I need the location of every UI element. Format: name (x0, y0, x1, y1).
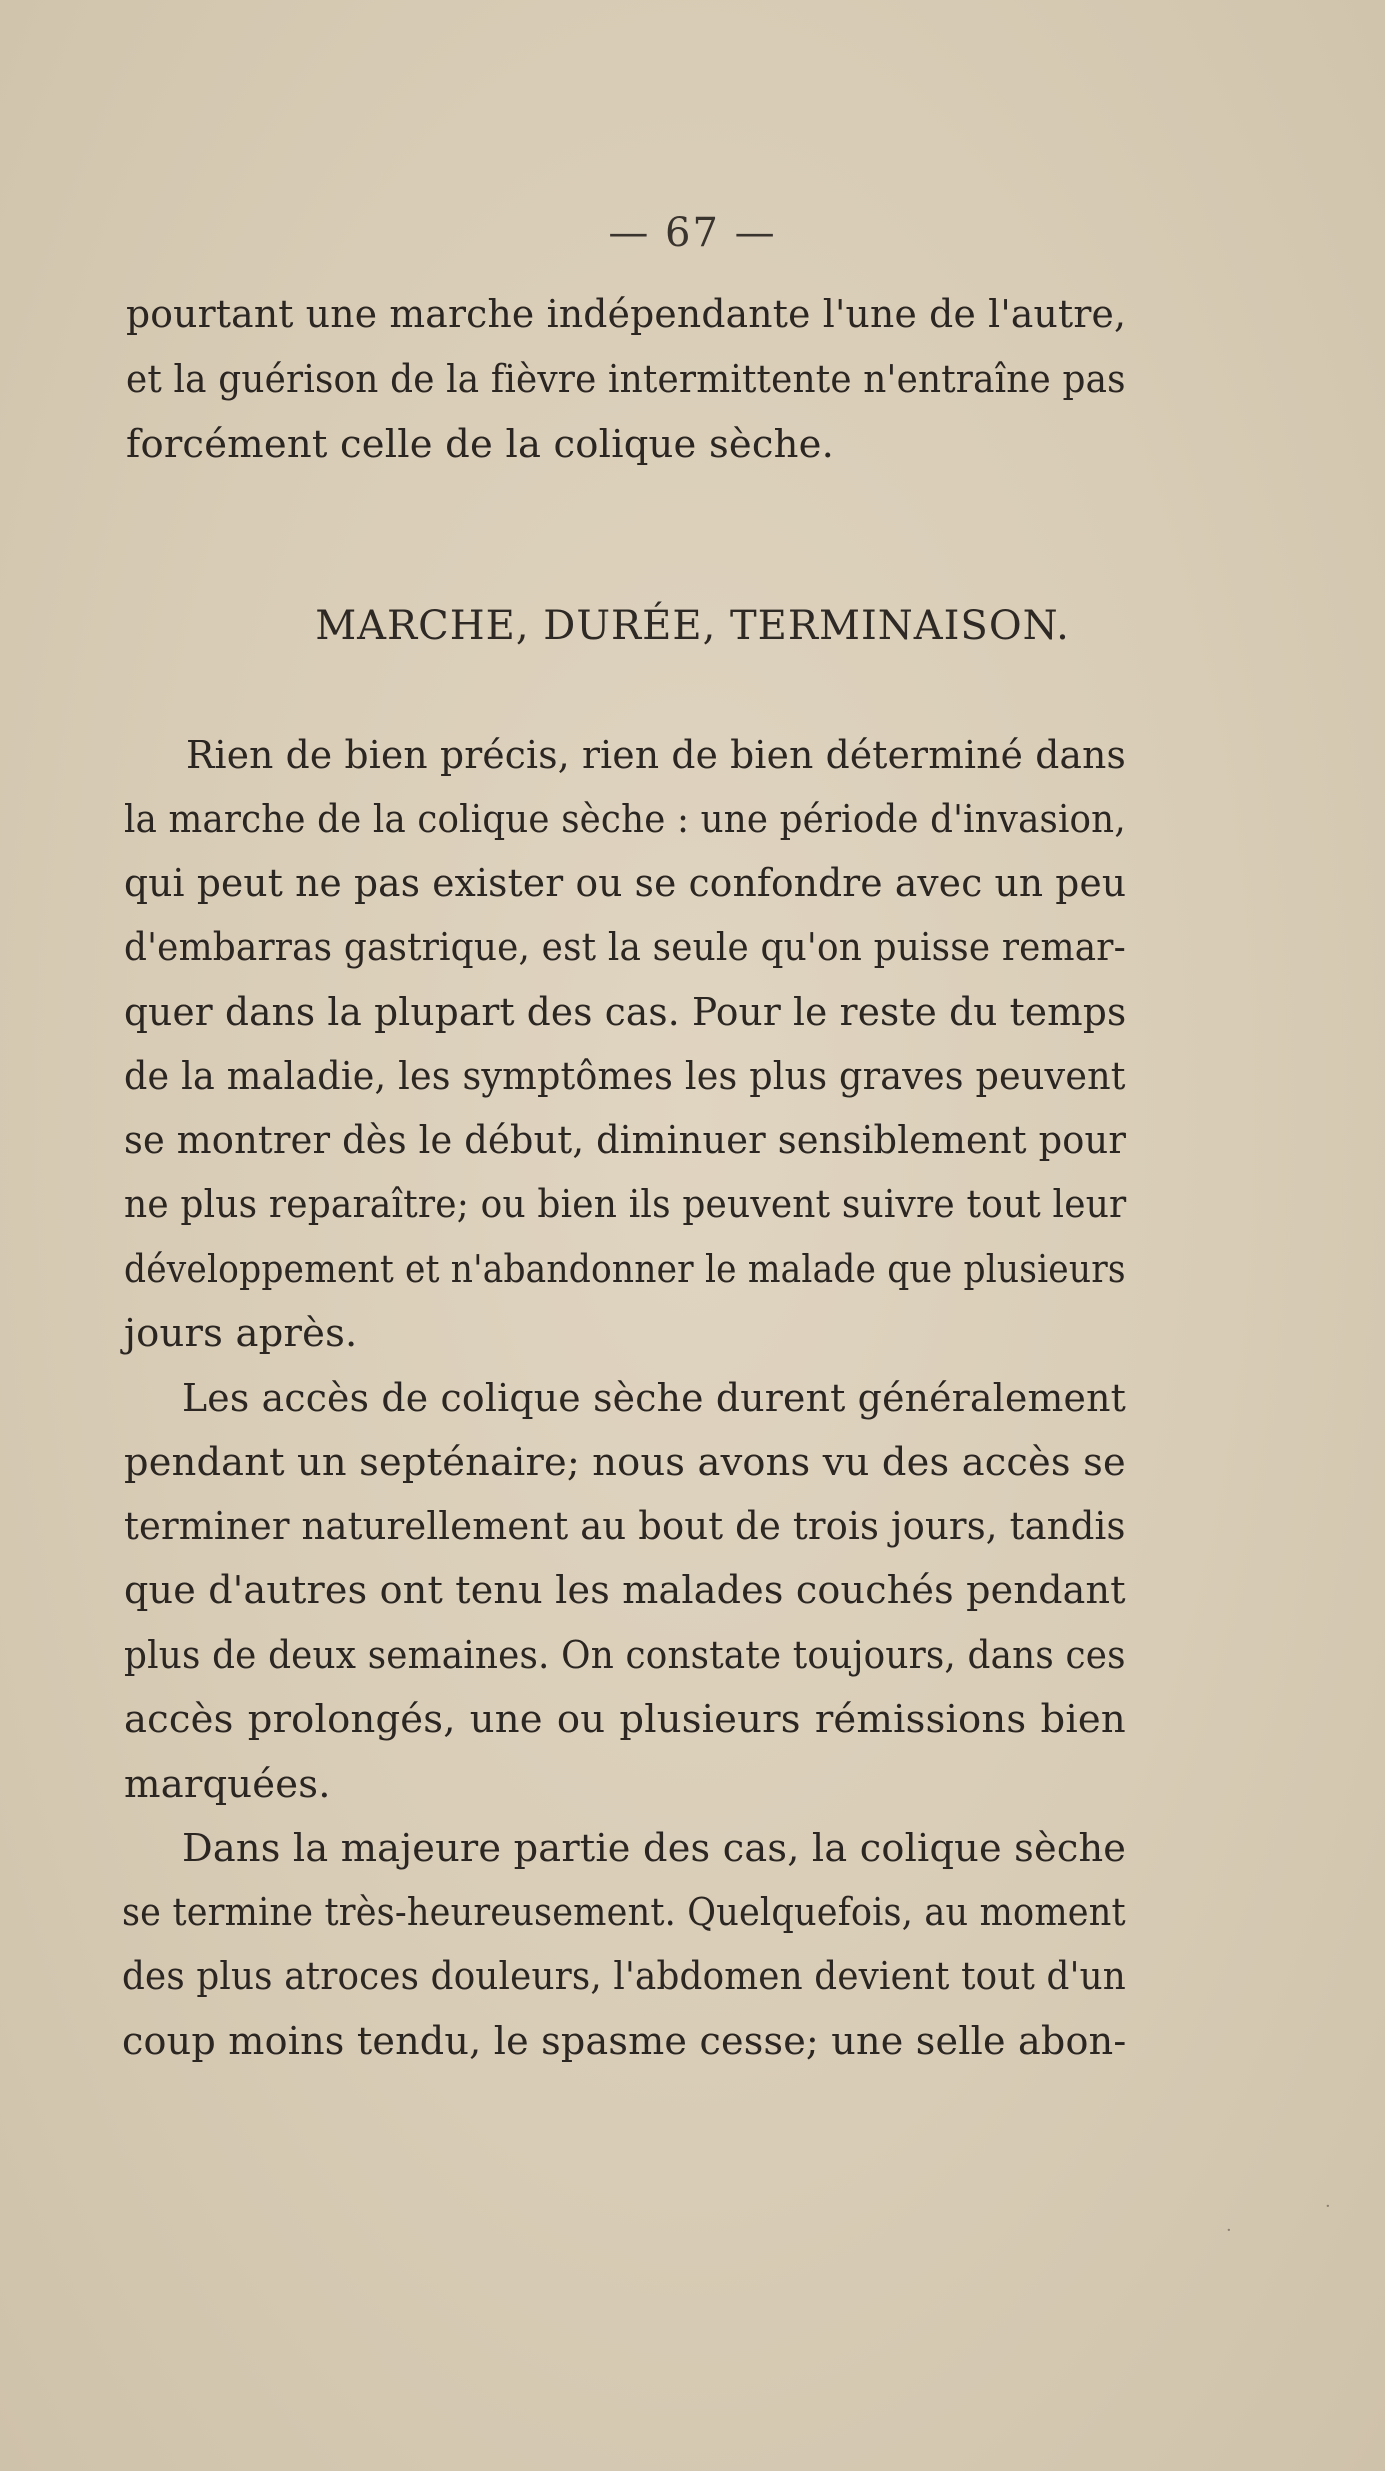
text-line: marquées. (124, 1762, 331, 1807)
text-line: pourtant une marche indépendante l'une de l'autre, (126, 292, 1127, 337)
text-line: Dans la majeure partie des cas, la colique sèche (182, 1826, 1127, 1871)
text-line: Rien de bien précis, rien de bien déterminé dans (186, 733, 1126, 778)
text-line: jours après. (124, 1311, 358, 1356)
text-line: d'embarras gastrique, est la seule qu'on puisse remar- (124, 925, 1126, 970)
text-line: et la guérison de la fièvre intermittente n'entraîne pas (126, 357, 1126, 402)
text-line: qui peut ne pas exister ou se confondre avec un peu (124, 861, 1127, 906)
text-line: se termine très-heureusement. Quelquefois, au moment (122, 1890, 1126, 1935)
text-line: de la maladie, les symptômes les plus graves peuvent (124, 1054, 1126, 1099)
text-line: se montrer dès le début, diminuer sensiblement pour (124, 1118, 1127, 1163)
text-line: des plus atroces douleurs, l'abdomen devient tout d'un (122, 1954, 1126, 1999)
text-line: que d'autres ont tenu les malades couchés pendant (124, 1568, 1126, 1613)
text-line: développement et n'abandonner le malade que plusieurs (124, 1247, 1126, 1292)
text-line: forcément celle de la colique sèche. (126, 422, 835, 467)
text-line: pendant un septénaire; nous avons vu des accès se (124, 1440, 1126, 1485)
section-heading: MARCHE, DURÉE, TERMINAISON. (315, 603, 1070, 649)
text-line: la marche de la colique sèche : une période d'invasion, (124, 797, 1126, 842)
text-line: ne plus reparaître; ou bien ils peuvent suivre tout leur (124, 1182, 1127, 1227)
text-line: Les accès de colique sèche durent généralement (182, 1376, 1126, 1421)
text-line: coup moins tendu, le spasme cesse; une selle abon- (122, 2019, 1127, 2064)
text-line: plus de deux semaines. On constate toujours, dans ces (124, 1633, 1126, 1678)
paper-speck: · (1226, 2220, 1232, 2241)
text-line: terminer naturellement au bout de trois jours, tandis (124, 1504, 1126, 1549)
paper-speck: · (1325, 2196, 1331, 2217)
page-number: — 67 — (608, 210, 777, 256)
text-line: accès prolongés, une ou plusieurs rémissions bien (124, 1697, 1126, 1742)
text-line: quer dans la plupart des cas. Pour le reste du temps (124, 990, 1127, 1035)
